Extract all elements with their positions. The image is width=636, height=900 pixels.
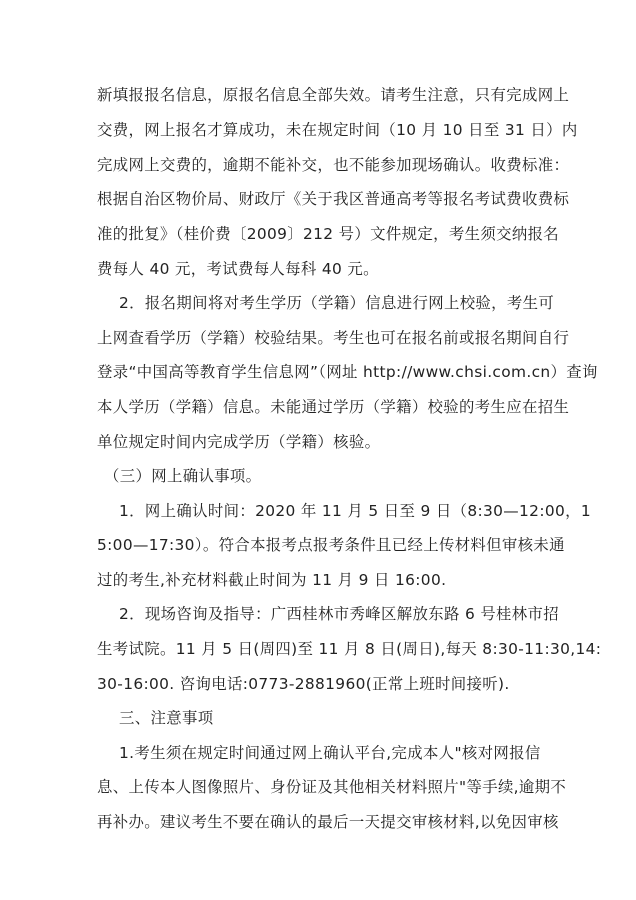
text-line: 单位规定时间内完成学历（学籍）核验。 <box>97 433 381 451</box>
text-line: 完成网上交费的，逾期不能补交，也不能参加现场确认。收费标准： <box>97 156 570 174</box>
text-line: 准的批复》（桂价费〔2009〕212 号）文件规定，考生须交纳报名 <box>97 225 560 243</box>
text-line: 5:00—17:30）。符合本报考点报考条件且已经上传材料但审核未通 <box>97 536 565 554</box>
text-line: 交费，网上报名才算成功，未在规定时间（10 月 10 日至 31 日）内 <box>97 121 578 139</box>
text-line: 过的考生,补充材料截止时间为 11 月 9 日 16:00. <box>97 571 447 589</box>
section-heading: （三）网上确认事项。 <box>104 467 262 485</box>
section-heading: 三、注意事项 <box>119 709 214 727</box>
text-line: 30-16:00. 咨询电话:0773-2881960(正常上班时间接听). <box>97 675 510 693</box>
text-line: 上网查看学历（学籍）校验结果。考生也可在报名前或报名期间自行 <box>97 329 570 347</box>
text-line: 根据自治区物价局、财政厅《关于我区普通高考等报名考试费收费标 <box>97 190 570 208</box>
paragraph-first-line: 1．网上确认时间：2020 年 11 月 5 日至 9 日（8:30—12:00，1 <box>119 502 592 520</box>
text-line: 登录“中国高等教育学生信息网”（网址 http://www.chsi.com.cn）查询 <box>97 363 598 381</box>
text-line: 本人学历（学籍）信息。未能通过学历（学籍）校验的考生应在招生 <box>97 398 570 416</box>
text-line: 费每人 40 元，考试费每人每科 40 元。 <box>97 260 379 278</box>
text-line: 息、上传本人图像照片、身份证及其他相关材料照片"等手续,逾期不 <box>97 778 567 796</box>
paragraph-first-line: 2．现场咨询及指导：广西桂林市秀峰区解放东路 6 号桂林市招 <box>119 605 560 623</box>
text-line: 新填报报名信息，原报名信息全部失效。请考生注意，只有完成网上 <box>97 86 570 104</box>
paragraph-first-line: 2．报名期间将对考生学历（学籍）信息进行网上校验，考生可 <box>119 294 555 312</box>
text-line: 生考试院。11 月 5 日(周四)至 11 月 8 日(周日),每天 8:30-11:30,14: <box>97 640 602 658</box>
text-line: 再补办。建议考生不要在确认的最后一天提交审核材料,以免因审核 <box>97 813 559 831</box>
paragraph-first-line: 1.考生须在规定时间通过网上确认平台,完成本人"核对网报信 <box>119 744 541 762</box>
